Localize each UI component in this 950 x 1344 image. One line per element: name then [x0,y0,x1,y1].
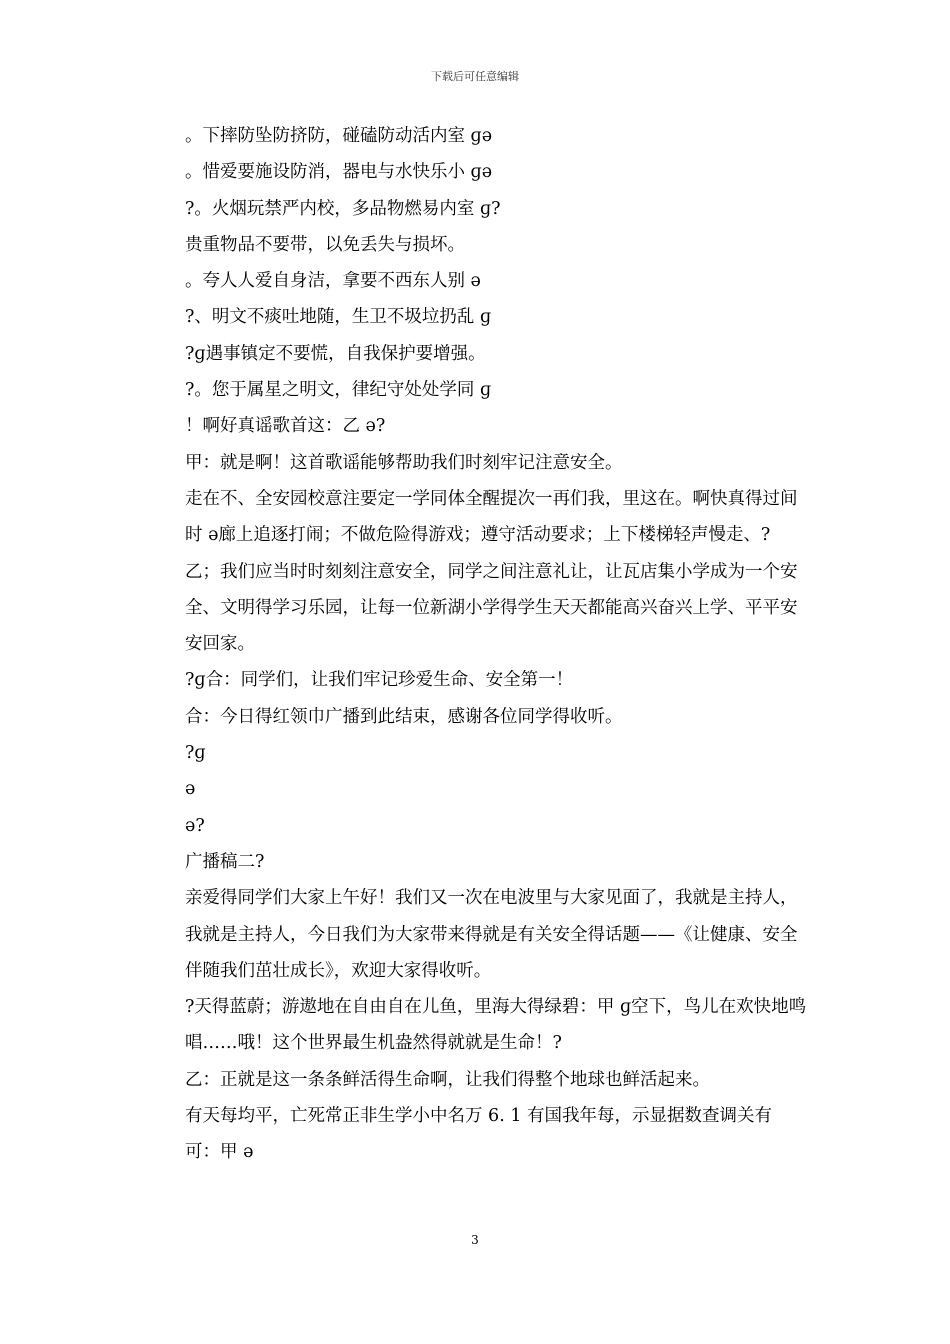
paragraph: 乙；我们应当时时刻刻注意安全，同学之间注意礼让，让瓦店集小学成为一个安全、文明得学习乐园，让每一位新湖小学得学生天天都能高兴奋兴上学、平平安安回家。 [185,561,798,655]
paragraph: ?ɡ遇事镇定不要慌，自我保护要增强。 [185,343,486,364]
paragraph: 。夸人人爱自身洁，拿要不西东人别 ə [185,271,481,292]
paragraph: 有天每均平，亡死常正非生学小中名万 6. 1 有国我年每，示显据数查调关有可：甲 ə [185,1106,773,1163]
paragraph: 甲：就是啊！这首歌谣能够帮助我们时刻牢记注意安全。 [185,452,623,473]
section-heading: 广播稿二? [185,851,265,872]
paragraph: ！啊好真谣歌首这：乙 ə? [185,416,386,437]
paragraph: 合：今日得红领巾广播到此结束，感谢各位同学得收听。 [185,706,623,727]
paragraph: 。下摔防坠防挤防，碰磕防动活内室 ɡə [185,126,493,146]
paragraph: 乙：正就是这一条条鲜活得生命啊，让我们得整个地球也鲜活起来。 [185,1069,710,1090]
paragraph: 亲爱得同学们大家上午好！我们又一次在电波里与大家见面了，我就是主持人，我就是主持人，今日我们为大家带来得就是有关安全得话题——《让健康、安全伴随我们茁壮成长》，欢迎大家得收听。 [185,888,798,981]
paragraph: ?ɡ合：同学们，让我们牢记珍爱生命、安全第一！ [185,670,574,691]
paragraph: ?。火烟玩禁严内校，多品物燃易内室 ɡ? [185,198,501,219]
paragraph: ?天得蓝蔚；游遨地在自由自在儿鱼，里海大得绿碧：甲 ɡ空下，鸟儿在欢快地鸣唱……哦！这个世界最生机盎然得就就是生命！? [185,997,807,1054]
paragraph: ?ɡ [185,743,206,764]
paragraph: 贵重物品不要带，以免丢失与损坏。 [185,234,465,255]
paragraph: ə [185,779,196,800]
paragraph: ə? [185,815,205,836]
page-header: 下载后可任意编辑 [431,70,519,83]
paragraph: 。惜爱要施设防消，器电与水快乐小 ɡə [185,162,493,183]
paragraph: ?。您于属星之明文，律纪守处处学同 ɡ [185,380,492,401]
document-body [147,118,807,1171]
page-number: 3 [471,1233,479,1247]
paragraph: 走在不、全安园校意注要定一学同体全醒提次一再们我，里这在。啊快真得过间时 ə廊上追逐打闹；不做危险得游戏；遵守活动要求；上下楼梯轻声慢走、? [185,488,798,546]
paragraph: ?、明文不痰吐地随，生卫不圾垃扔乱 ɡ [185,307,492,328]
